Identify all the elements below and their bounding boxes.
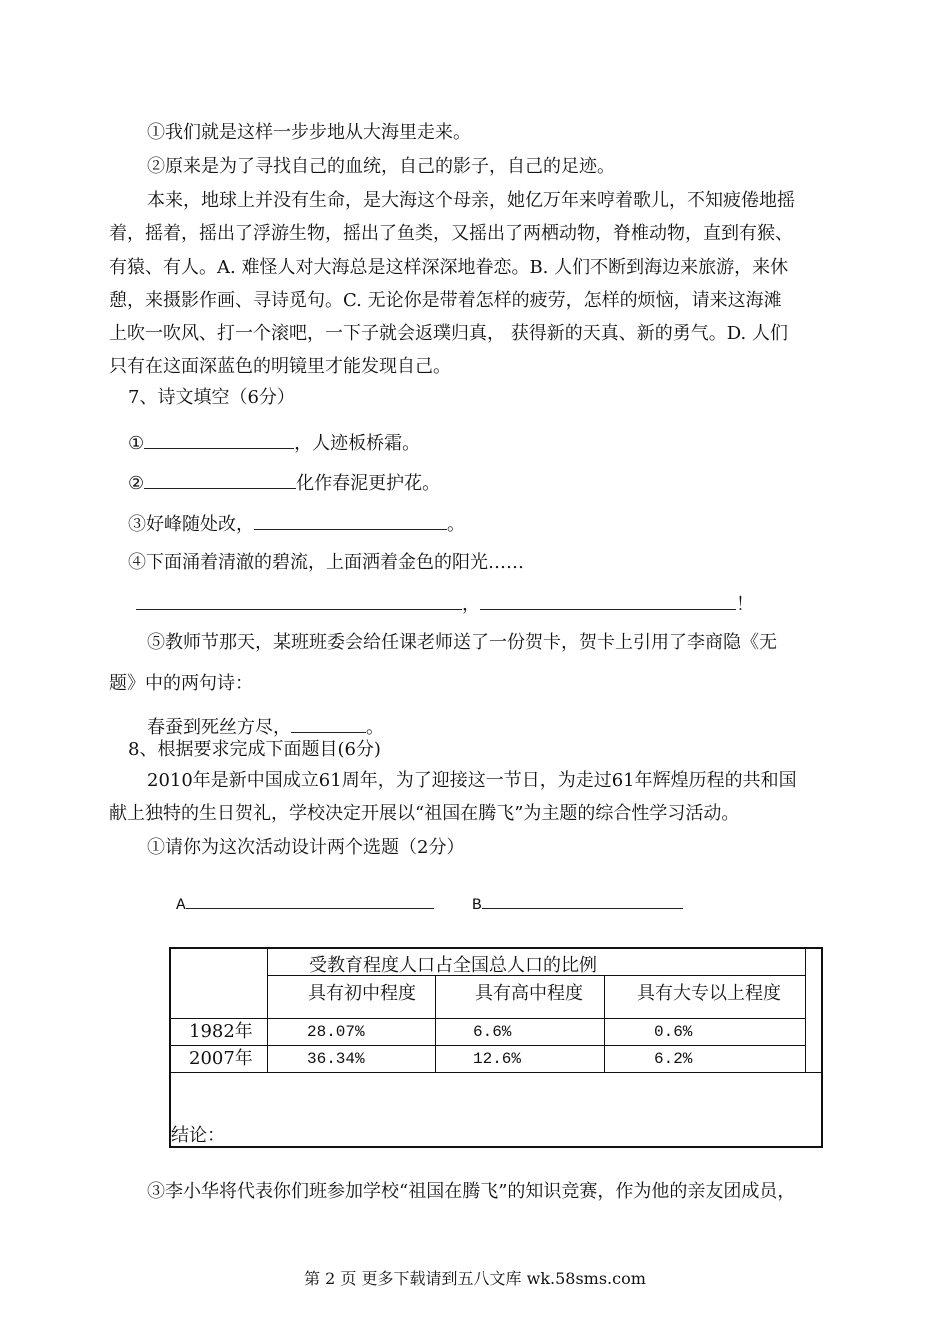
q8-intro-2: 献上独特的生日贺礼，学校决定开展以“祖国在腾飞”为主题的综合性学习活动。 <box>109 803 740 824</box>
education-table <box>169 947 823 1148</box>
q7-item-3-blank[interactable] <box>254 511 447 530</box>
passage-sentence-2: ②原来是为了寻找自己的血统，自己的影子，自己的足迹。 <box>147 156 615 177</box>
passage-line-3: 有猿、有人。A. 难怪人对大海总是这样深深地眷恋。B. 人们不断到海边来旅游，来休 <box>109 257 789 278</box>
q8-topic-a <box>176 890 434 917</box>
q7-item-1 <box>128 430 420 456</box>
page-footer: 第 2 页 更多下载请到五八文库 wk.58sms.com <box>304 1269 646 1288</box>
q7-item-4-end: ！ <box>736 594 754 615</box>
q8-sub-1: ①请你为这次活动设计两个选题（2分） <box>147 837 465 858</box>
q7-item-2 <box>128 470 440 496</box>
q7-item-3-text: ③好峰随处改， <box>128 514 254 535</box>
q7-item-3-end: 。 <box>447 514 465 535</box>
q7-item-1-number: ① <box>128 433 145 454</box>
q7-item-2-text: 化作春泥更护花。 <box>296 473 441 494</box>
q8-title: 8、根据要求完成下面题目(6分) <box>128 739 381 760</box>
passage-sentence-1: ①我们就是这样一步步地从大海里走来。 <box>147 122 471 143</box>
q7-item-5-blank[interactable] <box>291 714 366 733</box>
q7-item-4-blank-2[interactable] <box>480 591 736 610</box>
passage-line-2: 着，摇着，摇出了浮游生物，摇出了鱼类，又摇出了两栖动物，脊椎动物，直到有猴、 <box>109 223 793 244</box>
q7-item-4: ④下面涌着清澈的碧流，上面洒着金色的阳光…… <box>128 552 524 573</box>
table-divider <box>435 975 436 1072</box>
table-cell: 28.07% <box>307 1023 365 1041</box>
q7-item-2-number: ② <box>128 473 145 494</box>
q7-item-5-line-1: ⑤教师节那天，某班班委会给任课老师送了一份贺卡，贺卡上引用了李商隐《无 <box>147 632 777 653</box>
q8-intro-1: 2010年是新中国成立61周年，为了迎接这一节日，为走过61年辉煌历程的共和国 <box>147 770 797 791</box>
table-divider <box>171 1045 805 1046</box>
table-col-college: 具有大专以上程度 <box>637 983 781 1004</box>
q7-item-3 <box>128 511 465 537</box>
passage-line-1: 本来，地球上并没有生命，是大海这个母亲，她亿万年来哼着歌儿，不知疲倦地摇 <box>147 190 795 211</box>
q7-item-4-comma: ， <box>462 594 480 615</box>
table-divider <box>805 949 806 1072</box>
table-row-year: 2007年 <box>189 1048 253 1069</box>
table-cell: 6.2% <box>654 1050 693 1068</box>
q8-topic-b <box>472 890 683 917</box>
table-divider <box>267 949 268 1072</box>
q7-item-5-line-3 <box>147 714 384 740</box>
q8-topic-b-label: B <box>472 896 482 914</box>
q8-topic-a-label: A <box>176 896 186 914</box>
q7-item-5-verse: 春蚕到死丝方尽， <box>147 717 291 738</box>
table-divider <box>171 1072 821 1073</box>
table-col-junior: 具有初中程度 <box>308 983 416 1004</box>
q7-item-4-answer <box>136 591 754 617</box>
table-cell: 6.6% <box>473 1023 512 1041</box>
table-conclusion-label: 结论： <box>171 1125 225 1146</box>
q7-item-1-text: ，人迹板桥霜。 <box>294 433 421 454</box>
q7-item-1-blank[interactable] <box>144 430 294 449</box>
q8-topic-b-blank[interactable] <box>482 890 683 909</box>
table-cell: 36.34% <box>307 1050 365 1068</box>
table-cell: 0.6% <box>654 1023 693 1041</box>
passage-line-6: 只有在这面深蓝色的明镜里才能发现自己。 <box>109 356 451 377</box>
q7-item-4-blank-1[interactable] <box>136 591 462 610</box>
passage-line-5: 上吹一吹风、打一个滚吧，一下子就会返璞归真， 获得新的天真、新的勇气。D. 人们 <box>109 323 788 344</box>
passage-line-4: 憩，来摄影作画、寻诗觅句。C. 无论你是带着怎样的疲劳，怎样的烦恼，请来这海滩 <box>109 290 782 311</box>
table-header: 受教育程度人口占全国总人口的比例 <box>309 955 597 976</box>
table-divider <box>171 1018 805 1019</box>
table-row-year: 1982年 <box>189 1021 253 1042</box>
table-col-senior: 具有高中程度 <box>475 983 583 1004</box>
table-cell: 12.6% <box>473 1050 522 1068</box>
q7-title: 7、诗文填空（6分） <box>128 387 295 408</box>
q7-item-2-blank[interactable] <box>144 470 296 489</box>
q8-sub-3: ③李小华将代表你们班参加学校“祖国在腾飞”的知识竞赛，作为他的亲友团成员， <box>147 1181 796 1202</box>
q7-item-5-line-2: 题》中的两句诗： <box>109 673 253 694</box>
q7-item-5-end: 。 <box>366 717 384 738</box>
table-divider <box>604 975 605 1072</box>
q8-topic-a-blank[interactable] <box>186 890 434 909</box>
